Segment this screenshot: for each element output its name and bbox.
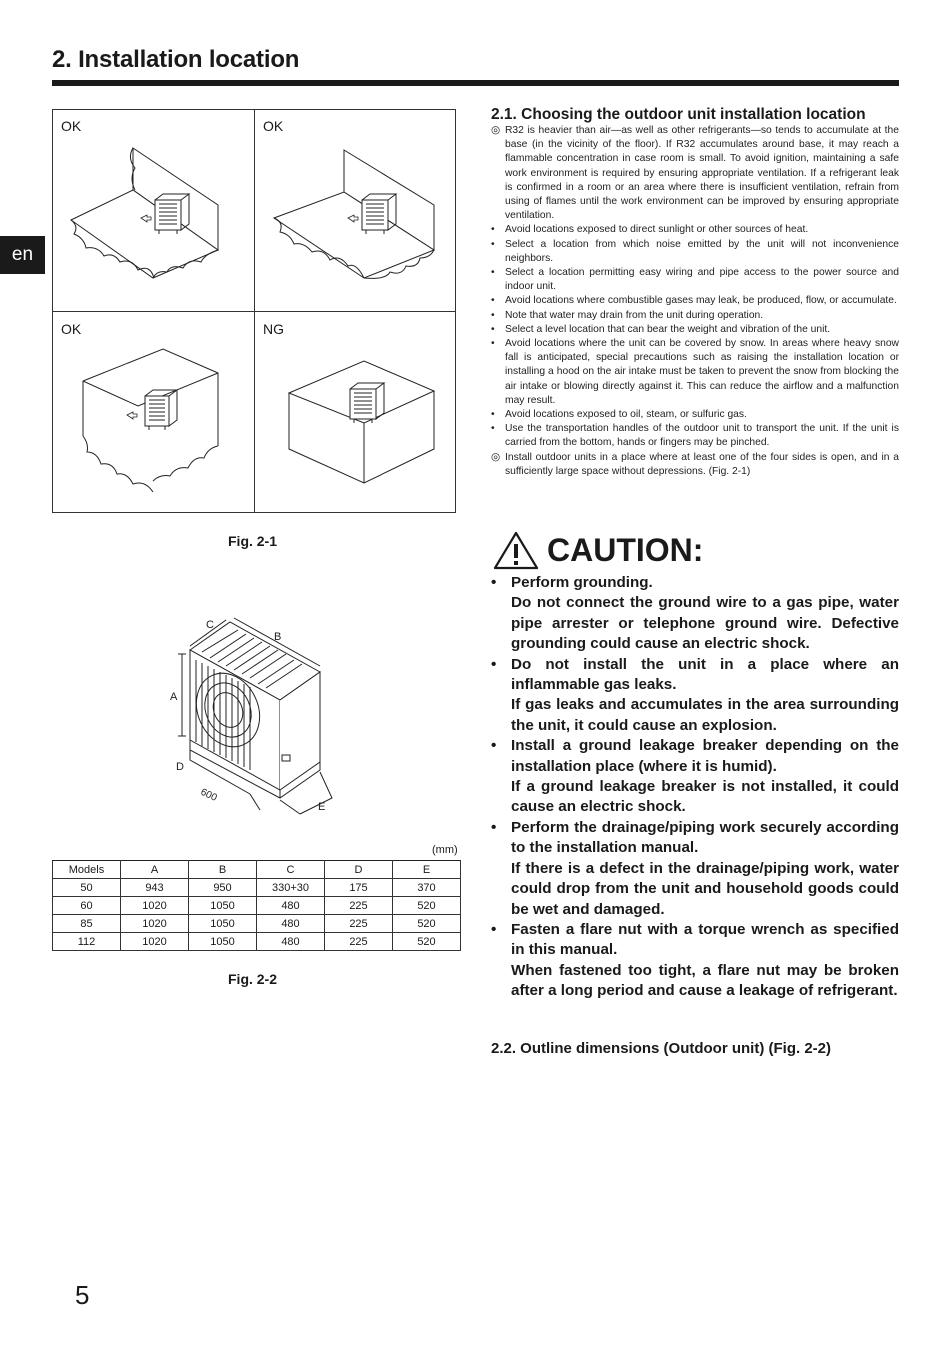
caution-item bbox=[491, 573, 899, 655]
fig-2-1-caption: Fig. 2-1 bbox=[228, 533, 278, 549]
location-guideline-item bbox=[491, 124, 899, 223]
dim-label-e: E bbox=[318, 801, 326, 813]
location-guideline-item bbox=[491, 266, 899, 294]
caution-item bbox=[491, 736, 899, 818]
page-title: 2. Installation location bbox=[52, 46, 300, 73]
table-cell: 1020 bbox=[121, 933, 189, 951]
location-guideline-item-text: Select a location permitting easy wiring and pipe access to the power source and indoor unit. bbox=[505, 267, 899, 293]
bullet-mark: • bbox=[491, 655, 497, 673]
bullet-mark: • bbox=[491, 267, 495, 279]
location-guideline-item bbox=[491, 422, 899, 450]
table-cell: 225 bbox=[325, 915, 393, 933]
table-header-cell: B bbox=[189, 861, 257, 879]
caution-heading bbox=[493, 530, 703, 570]
bullet-mark: • bbox=[491, 323, 495, 335]
bullet-mark: • bbox=[491, 409, 495, 421]
table-cell: 520 bbox=[393, 897, 461, 915]
location-guideline-item-text: Avoid locations where combustible gases may leak, be produced, flow, or accumulate. bbox=[505, 295, 897, 307]
location-guideline-item-text: Avoid locations where the unit can be covered by snow. In areas where heavy snow fall is anticipated, special precautions such as raising the installation location or installing a hood on the air intake must be taken to prevent the snow from blocking the air intake or blowing directly against it. This can reduce the airflow and a malfunction may result. bbox=[505, 338, 899, 406]
location-guideline-item-text: R32 is heavier than air—as well as other refrigerants—so tends to accumulate at the base (in the vicinity of the floor). If R32 accumulates around base, it may reach a flammable concentration in case room is small. To avoid ignition, maintaining a safe work environment is required by ensuring appropriate ventilation. If a refrigerant leak is confirmed in a room or an area where there is insufficient ventilation, refrain from using of flames until the work environment can be improved by ensuring appropriate ventilation. bbox=[505, 125, 899, 222]
table-cell: 370 bbox=[393, 879, 461, 897]
section-2-1-list bbox=[491, 124, 899, 479]
table-row bbox=[53, 879, 461, 897]
location-guideline-item bbox=[491, 451, 899, 479]
dim-label-c: C bbox=[206, 619, 214, 631]
table-header-cell: D bbox=[325, 861, 393, 879]
bullet-mark: • bbox=[491, 338, 495, 350]
caution-item-text: Perform the drainage/piping work securely according to the installation manual. If there is a defect in the drainage/piping work, water could drop from the unit and household goods could be wet and damaged. bbox=[511, 818, 899, 918]
table-header-cell: C bbox=[257, 861, 325, 879]
warning-triangle-icon bbox=[493, 530, 539, 570]
location-guideline-item bbox=[491, 223, 899, 237]
location-guideline-item bbox=[491, 337, 899, 408]
table-cell: 480 bbox=[257, 897, 325, 915]
location-guideline-item bbox=[491, 408, 899, 422]
page-number: 5 bbox=[75, 1280, 90, 1310]
two-walls-illustration bbox=[53, 311, 254, 514]
location-guideline-item-text: Select a location from which noise emitted by the unit will not inconvenience neighbors. bbox=[505, 238, 899, 264]
dimension-table bbox=[52, 860, 461, 951]
title-rule bbox=[52, 80, 899, 86]
dim-label-600: 600 bbox=[198, 786, 219, 804]
table-cell: 330+30 bbox=[257, 879, 325, 897]
caution-item bbox=[491, 655, 899, 737]
table-cell: 225 bbox=[325, 933, 393, 951]
open-corner-illustration-1 bbox=[53, 110, 254, 311]
bullet-mark: • bbox=[491, 224, 495, 236]
section-2-1-title: 2.1. Choosing the outdoor unit installation location bbox=[491, 106, 866, 123]
table-header-cell: A bbox=[121, 861, 189, 879]
table-cell: 1050 bbox=[189, 933, 257, 951]
table-cell: 520 bbox=[393, 915, 461, 933]
caution-item-text: Fasten a flare nut with a torque wrench as specified in this manual. When fastened too tight, a flare nut may be broken after a long period and cause a leakage of refrigerant. bbox=[511, 920, 899, 1000]
cell-label-top-right: OK bbox=[263, 118, 284, 134]
caution-item-text: Install a ground leakage breaker depending on the installation place (where it is humid). If a ground leakage breaker is not installed, it could cause an electric shock. bbox=[511, 737, 899, 816]
caution-item bbox=[491, 818, 899, 920]
bullet-mark: • bbox=[491, 238, 495, 250]
bullet-mark: • bbox=[491, 423, 495, 435]
table-cell: 950 bbox=[189, 879, 257, 897]
caution-item-text: Perform grounding. Do not connect the ground wire to a gas pipe, water pipe arrester or telephone ground wire. Defective grounding could cause an electric shock. bbox=[511, 574, 899, 653]
table-cell: 943 bbox=[121, 879, 189, 897]
caution-item bbox=[491, 920, 899, 1002]
table-cell: 480 bbox=[257, 933, 325, 951]
table-cell: 520 bbox=[393, 933, 461, 951]
table-cell: 480 bbox=[257, 915, 325, 933]
bullet-mark: • bbox=[491, 818, 497, 836]
location-guideline-item-text: Install outdoor units in a place where at least one of the four sides is open, and in a sufficiently large space without depressions. (Fig. 2-1) bbox=[505, 451, 899, 477]
enclosed-box-illustration bbox=[254, 311, 457, 514]
location-guideline-item-text: Avoid locations exposed to oil, steam, or sulfuric gas. bbox=[505, 409, 747, 421]
bullet-mark: • bbox=[491, 737, 497, 755]
cell-label-bottom-right: NG bbox=[263, 321, 284, 337]
table-header-cell: Models bbox=[53, 861, 121, 879]
dim-label-b: B bbox=[274, 631, 282, 643]
section-2-2-title: 2.2. Outline dimensions (Outdoor unit) (Fig. 2-2) bbox=[491, 1040, 831, 1057]
location-guideline-item-text: Select a level location that can bear the weight and vibration of the unit. bbox=[505, 323, 831, 335]
fig-2-1-grid bbox=[52, 109, 456, 513]
location-guideline-item bbox=[491, 323, 899, 337]
cell-label-top-left: OK bbox=[61, 118, 82, 134]
location-guideline-item bbox=[491, 238, 899, 266]
fig-2-2-caption: Fig. 2-2 bbox=[228, 971, 278, 987]
location-guideline-item bbox=[491, 309, 899, 323]
location-guideline-item-text: Note that water may drain from the unit during operation. bbox=[505, 309, 764, 321]
table-cell: 85 bbox=[53, 915, 121, 933]
table-row bbox=[53, 933, 461, 951]
caution-item-text: Do not install the unit in a place where an inflammable gas leaks. If gas leaks and accumulates in the area surrounding the unit, it could cause an explosion. bbox=[511, 655, 899, 734]
bullet-mark: ◎ bbox=[491, 451, 500, 463]
table-cell: 1050 bbox=[189, 897, 257, 915]
table-cell: 1050 bbox=[189, 915, 257, 933]
location-guideline-item-text: Use the transportation handles of the outdoor unit to transport the unit. If the unit is carried from the bottom, hands or fingers may be pinched. bbox=[505, 423, 899, 449]
table-cell: 225 bbox=[325, 897, 393, 915]
bullet-mark: • bbox=[491, 920, 497, 938]
bullet-mark: ◎ bbox=[491, 125, 500, 136]
caution-title: CAUTION: bbox=[547, 531, 704, 568]
dim-label-a: A bbox=[170, 691, 178, 703]
unit-label: (mm) bbox=[432, 844, 458, 856]
table-row bbox=[53, 915, 461, 933]
table-cell: 175 bbox=[325, 879, 393, 897]
location-guideline-item-text: Avoid locations exposed to direct sunlight or other sources of heat. bbox=[505, 224, 809, 236]
cell-label-bottom-left: OK bbox=[61, 321, 82, 337]
table-header-row bbox=[53, 861, 461, 879]
table-cell: 112 bbox=[53, 933, 121, 951]
table-cell: 1020 bbox=[121, 915, 189, 933]
caution-list bbox=[491, 573, 899, 1002]
table-header-cell: E bbox=[393, 861, 461, 879]
table-cell: 50 bbox=[53, 879, 121, 897]
bullet-mark: • bbox=[491, 574, 497, 591]
bullet-mark: • bbox=[491, 295, 495, 307]
bullet-mark: • bbox=[491, 309, 495, 321]
dim-label-d: D bbox=[176, 761, 184, 773]
table-cell: 60 bbox=[53, 897, 121, 915]
language-tab: en bbox=[0, 236, 45, 274]
outdoor-unit-dimension-drawing bbox=[150, 600, 350, 820]
location-guideline-item bbox=[491, 294, 899, 308]
open-corner-illustration-2 bbox=[254, 110, 457, 311]
table-row bbox=[53, 897, 461, 915]
table-cell: 1020 bbox=[121, 897, 189, 915]
